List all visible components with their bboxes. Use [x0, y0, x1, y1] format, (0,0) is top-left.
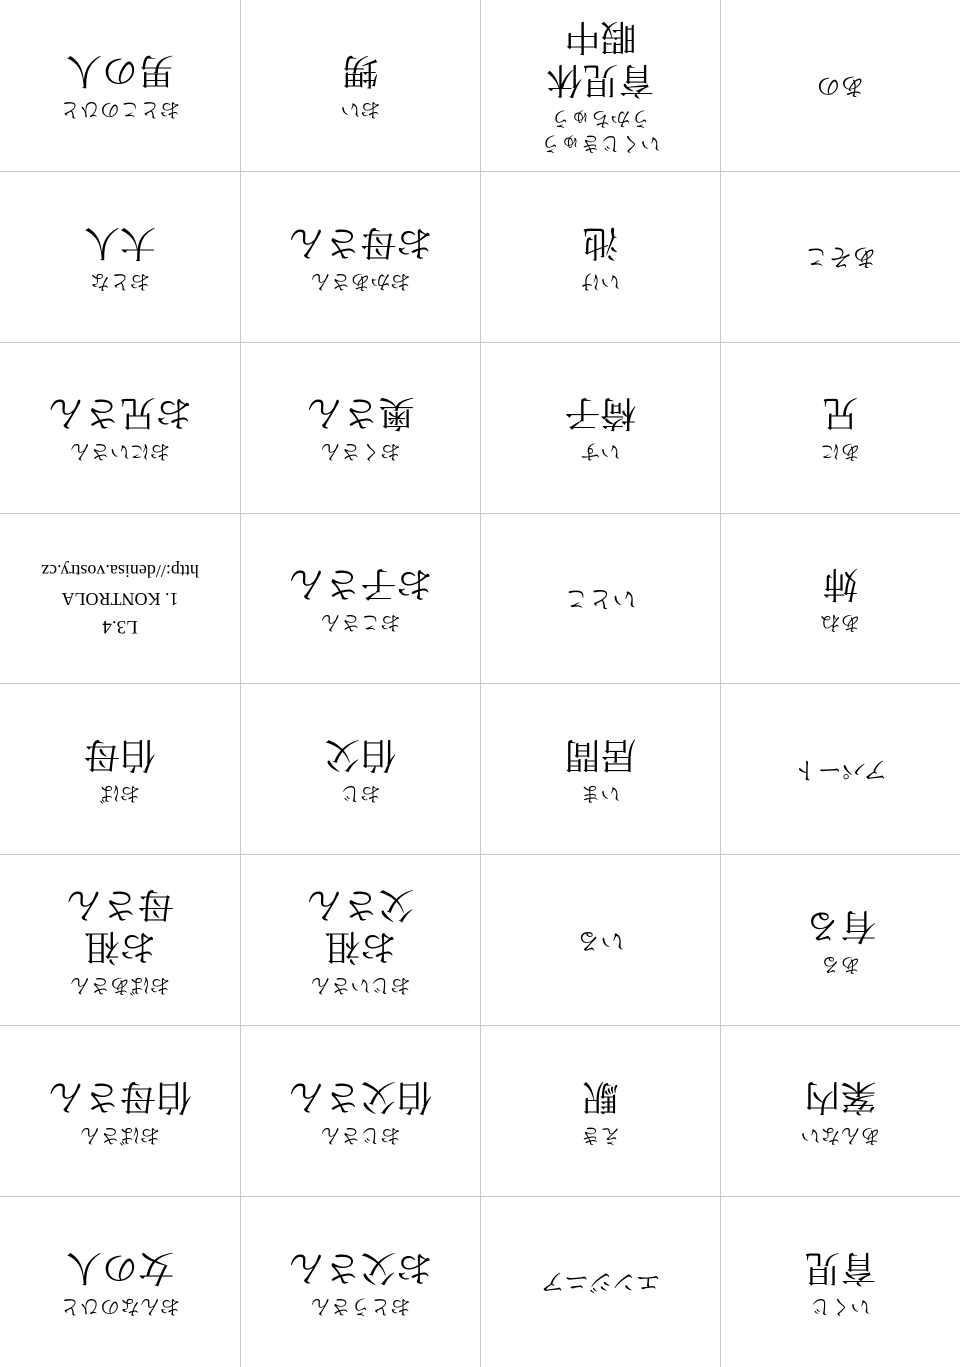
card-reading: おばさん — [80, 1123, 160, 1148]
card-word: 居間 — [564, 734, 637, 776]
vocab-card — [480, 1196, 720, 1367]
card-word: お子さん — [288, 563, 433, 605]
card-word: 甥 — [342, 50, 379, 92]
vocab-card — [0, 0, 240, 171]
card-word: 椅子 — [564, 392, 637, 434]
vocab-card — [0, 1196, 240, 1367]
card-reading: おこさん — [320, 611, 401, 636]
vocab-card — [240, 513, 480, 684]
vocab-card — [240, 342, 480, 513]
card-word: アパート — [793, 755, 888, 784]
card-word: お祖 父さん — [306, 883, 415, 968]
sheet-info — [41, 556, 199, 641]
card-word: あそこ — [804, 243, 877, 272]
vocab-card — [0, 342, 240, 513]
vocab-card — [480, 1025, 720, 1196]
card-reading: あね — [820, 611, 861, 636]
card-word: 兄 — [822, 392, 859, 434]
vocab-card — [720, 0, 960, 171]
card-word: 有る — [804, 905, 877, 947]
vocab-card — [240, 171, 480, 342]
vocab-card — [720, 854, 960, 1025]
card-reading: おとな — [90, 269, 150, 294]
vocab-card — [720, 1025, 960, 1196]
card-word: 伯母 — [84, 734, 157, 776]
card-word: 池 — [582, 221, 619, 263]
card-reading: おばあさん — [70, 974, 170, 999]
card-word: 育児休 暇中 — [546, 16, 655, 100]
card-reading: いま — [580, 782, 621, 807]
vocab-card — [720, 171, 960, 342]
card-reading: おんなのひと — [60, 1294, 180, 1319]
card-reading: いす — [580, 440, 621, 465]
card-word: お兄さん — [48, 392, 193, 434]
card-reading: おとこのひと — [60, 98, 180, 123]
card-word: 伯父 — [324, 734, 397, 776]
vocab-card — [240, 0, 480, 171]
card-reading: あに — [820, 440, 861, 465]
vocab-card — [0, 171, 240, 342]
card-reading: いけ — [580, 269, 621, 294]
card-reading: おじいさん — [310, 974, 411, 999]
card-word: あの — [816, 71, 865, 100]
vocab-card — [240, 684, 480, 855]
vocab-card — [480, 171, 720, 342]
card-word: お父さん — [288, 1246, 433, 1288]
card-reading: おい — [340, 98, 381, 123]
vocab-card — [720, 1196, 960, 1367]
card-word: お母さん — [288, 221, 433, 263]
card-word: いる — [576, 926, 625, 955]
card-reading: えき — [580, 1123, 621, 1148]
vocab-card — [720, 684, 960, 855]
card-reading: あんない — [800, 1123, 881, 1148]
vocab-card — [480, 0, 720, 171]
vocab-card — [240, 1025, 480, 1196]
card-reading: いくじ — [810, 1294, 871, 1319]
card-reading: おじさん — [320, 1123, 401, 1148]
card-reading: いくじきゅう うかちゅう — [540, 106, 661, 156]
vocab-card — [480, 513, 720, 684]
card-word: 育児 — [804, 1246, 877, 1288]
card-reading: おとうさん — [310, 1294, 411, 1319]
sheet-url: http://denisa.vostry.cz — [41, 560, 199, 581]
card-reading: おにいさん — [70, 440, 170, 465]
vocab-card — [720, 513, 960, 684]
vocab-card — [0, 1025, 240, 1196]
card-word: 奥さん — [306, 392, 415, 434]
card-reading: ある — [820, 953, 861, 978]
card-word: 姉 — [822, 563, 859, 605]
vocab-card — [720, 342, 960, 513]
vocab-card — [0, 854, 240, 1025]
card-reading: おかあさん — [310, 269, 411, 294]
card-word: お祖 母さん — [66, 883, 175, 968]
card-reading: おじ — [340, 782, 381, 807]
info-card — [0, 513, 240, 684]
card-word: 大人 — [84, 221, 157, 263]
vocab-card — [240, 1196, 480, 1367]
card-word: 伯父さん — [288, 1075, 433, 1117]
vocab-card — [480, 854, 720, 1025]
card-word: 男の人 — [66, 50, 175, 92]
sheet-code: L3.4 — [102, 616, 138, 638]
vocab-card — [480, 684, 720, 855]
vocab-card — [0, 684, 240, 855]
card-word: いとこ — [564, 584, 637, 613]
card-reading: おくさん — [320, 440, 401, 465]
vocab-card — [240, 854, 480, 1025]
card-word: 駅 — [582, 1075, 619, 1117]
card-word: 女の人 — [66, 1246, 175, 1288]
card-word: エンジニア — [540, 1268, 661, 1297]
card-word: 案内 — [804, 1075, 877, 1117]
sheet-title: 1. KONTROLA — [61, 588, 179, 609]
card-reading: おば — [100, 782, 140, 807]
card-word: 伯母さん — [48, 1075, 193, 1117]
vocab-card — [480, 342, 720, 513]
